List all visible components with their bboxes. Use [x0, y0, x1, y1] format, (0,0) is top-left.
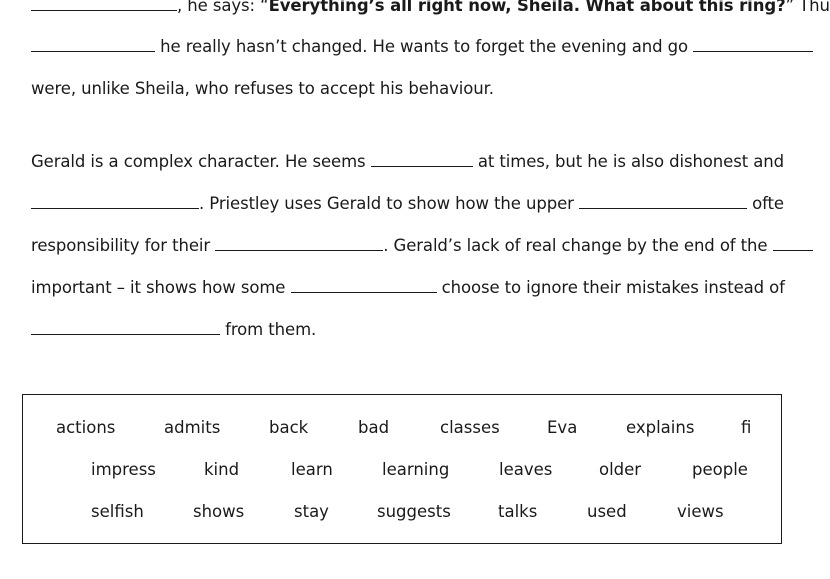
text: . Gerald’s lack of real change by the end of the: [383, 236, 773, 255]
word-bank-item: impress: [91, 460, 156, 479]
answer-blank[interactable]: [371, 151, 473, 167]
paragraph2-line1: [31, 151, 784, 173]
text: choose to ignore their mistakes instead of: [436, 278, 785, 297]
word-bank-item: suggests: [377, 502, 451, 521]
text: ” Thu: [785, 0, 830, 15]
word-bank-item: learn: [291, 460, 333, 479]
paragraph1-line2: [31, 36, 813, 58]
answer-blank[interactable]: [291, 277, 437, 293]
word-bank-item: talks: [498, 502, 538, 521]
word-bank-box: [22, 394, 782, 544]
word-bank-item: fi: [741, 418, 752, 437]
answer-blank[interactable]: [31, 319, 220, 335]
text: he really hasn’t changed. He wants to forget the evening and go: [155, 37, 694, 56]
word-bank-item: learning: [382, 460, 450, 479]
word-bank-item: stay: [294, 502, 329, 521]
paragraph2-line5: [31, 319, 316, 341]
word-bank-item: classes: [440, 418, 500, 437]
text: were, unlike Sheila, who refuses to accept his behaviour.: [31, 79, 494, 98]
text: Gerald is a complex character. He seems: [31, 152, 371, 171]
answer-blank[interactable]: [31, 0, 177, 11]
text: important – it shows how some: [31, 278, 291, 297]
answer-blank[interactable]: [31, 36, 155, 52]
word-bank-item: shows: [193, 502, 245, 521]
word-bank-item: used: [587, 502, 627, 521]
quote-text: Everything’s all right now, Sheila. What about this ring?: [268, 0, 786, 15]
answer-blank[interactable]: [773, 235, 813, 251]
text: . Priestley uses Gerald to show how the upper: [199, 194, 579, 213]
answer-blank[interactable]: [693, 36, 813, 52]
text: from them.: [220, 320, 317, 339]
text: ofte: [746, 194, 784, 213]
word-bank-item: people: [692, 460, 748, 479]
word-bank-item: older: [599, 460, 642, 479]
word-bank-item: selfish: [91, 502, 144, 521]
text: at times, but he is also dishonest and: [472, 152, 784, 171]
word-bank-item: admits: [164, 418, 221, 437]
text: responsibility for their: [31, 236, 216, 255]
paragraph2-line3: [31, 235, 813, 257]
paragraph2-line2: [31, 193, 784, 215]
word-bank-item: back: [269, 418, 309, 437]
paragraph1-line3: [31, 78, 494, 100]
word-bank-item: kind: [204, 460, 240, 479]
word-bank-item: views: [677, 502, 724, 521]
paragraph1-line1: [31, 0, 830, 17]
answer-blank[interactable]: [215, 235, 383, 251]
word-bank-item: actions: [56, 418, 116, 437]
paragraph2-line4: [31, 277, 785, 299]
word-bank-item: Eva: [547, 418, 578, 437]
word-bank-item: bad: [358, 418, 390, 437]
word-bank-item: explains: [626, 418, 695, 437]
answer-blank[interactable]: [31, 193, 199, 209]
answer-blank[interactable]: [579, 193, 747, 209]
word-bank-item: leaves: [499, 460, 553, 479]
text: , he says: “: [177, 0, 269, 15]
